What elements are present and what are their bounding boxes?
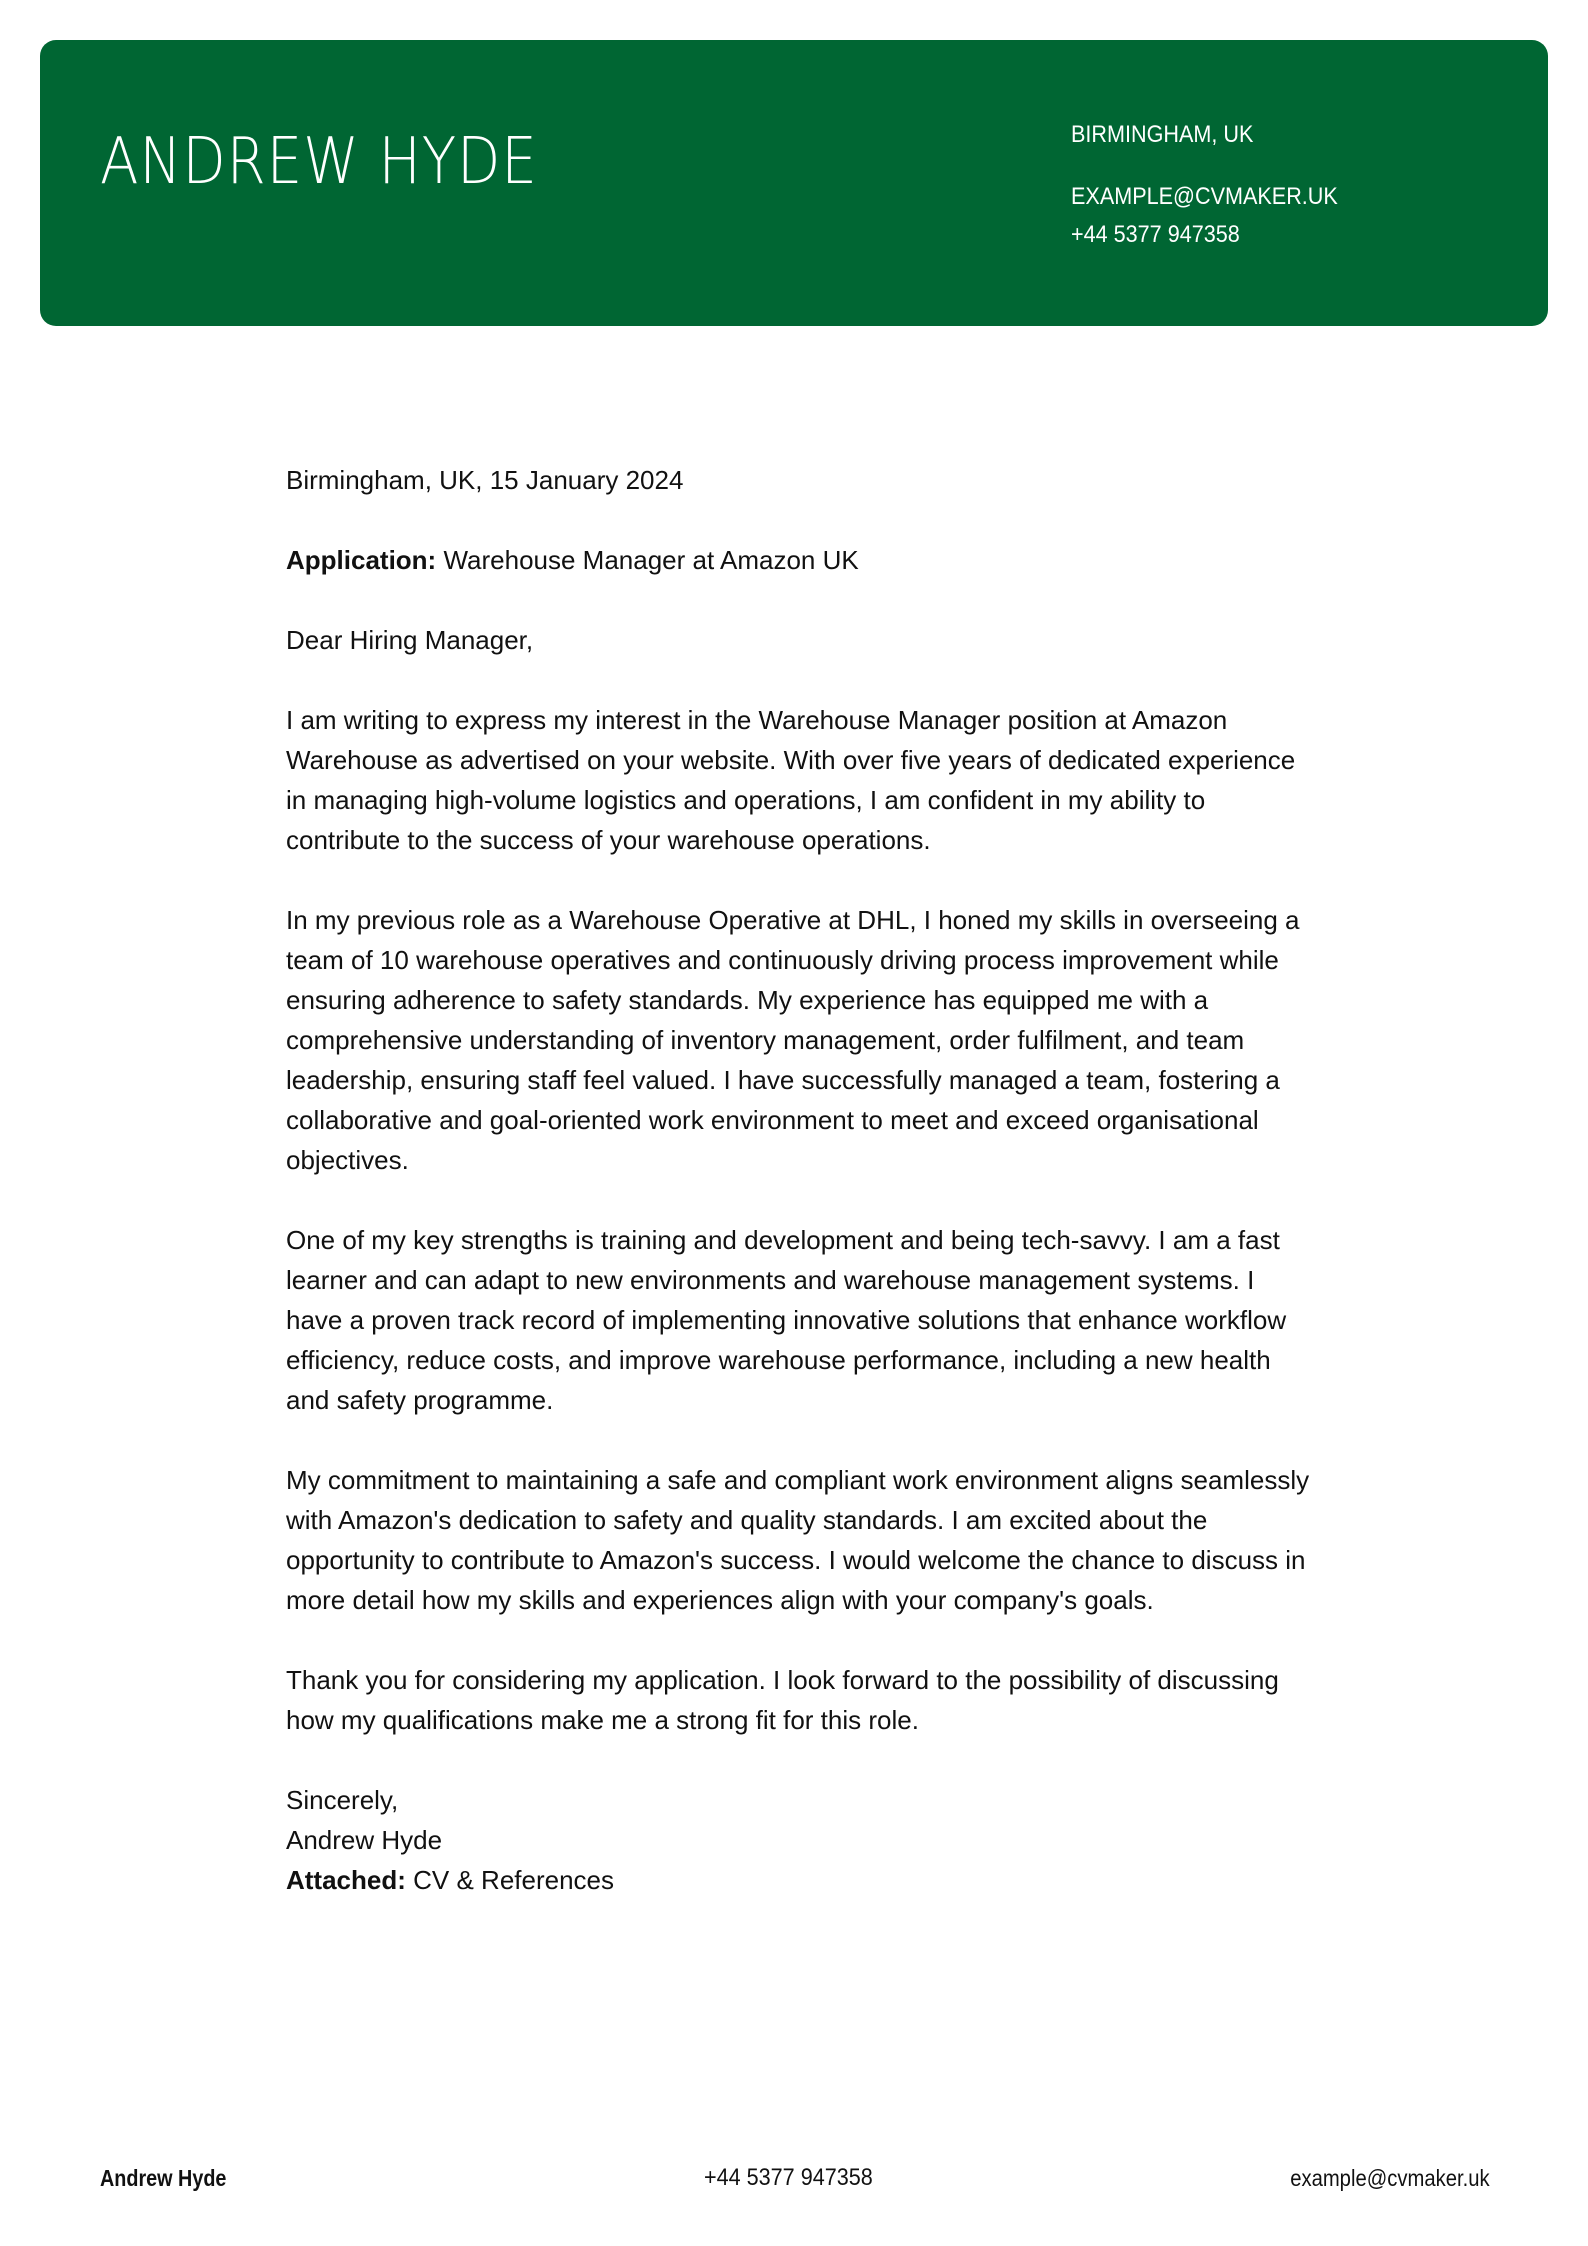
attached-line <box>286 1860 1316 1900</box>
letter-paragraph: Thank you for considering my application. I look forward to the possibility of discussing how my qualifications make me a strong fit for this role. <box>286 1665 1279 1735</box>
letter-paragraph: In my previous role as a Warehouse Operative at DHL, I honed my skills in overseeing a team of 10 warehouse operatives and continuously driving process improvement while ensuring adherence to safety standards. My experience has equipped me with a comprehensive understanding of inventory management, order fulfilment, and team leadership, ensuring staff feel valued. I have successfully managed a team, fostering a collaborative and goal-oriented work environment to meet and exceed organisational objectives. <box>286 905 1300 1175</box>
header-location: BIRMINGHAM, UK <box>1071 121 1254 148</box>
application-label: Application: <box>286 545 437 575</box>
letter-paragraph: I am writing to express my interest in the Warehouse Manager position at Amazon Warehouse as advertised on your website. With over five years of dedicated experience in managing high-volume logistics and operations, I am confident in my ability to contribute to the success of your warehouse operations. <box>286 705 1296 855</box>
letter-body <box>286 460 1316 1900</box>
application-value: Warehouse Manager at Amazon UK <box>443 545 859 575</box>
candidate-name: ANDREW HYDE <box>100 125 538 199</box>
attached-value: CV & References <box>413 1865 615 1895</box>
footer-email[interactable]: example@cvmaker.uk <box>1290 2165 1490 2191</box>
header-contact-block <box>1071 116 1338 254</box>
letter-paragraph: My commitment to maintaining a safe and compliant work environment aligns seamlessly with Amazon's dedication to safety and quality standards. I am excited about the opportunity to contribute to Amazon's success. I would welcome the chance to discuss in more detail how my skills and experiences align with your company's goals. <box>286 1465 1310 1615</box>
attached-label: Attached: <box>286 1865 406 1895</box>
letter-paragraph: One of my key strengths is training and development and being tech-savvy. I am a fast learner and can adapt to new environments and warehouse management systems. I have a proven track record of implementing innovative solutions that enhance workflow efficiency, reduce costs, and improve warehouse performance, including a new health and safety programme. <box>286 1225 1287 1415</box>
footer-phone[interactable]: +44 5377 947358 <box>704 2164 873 2191</box>
page-footer <box>100 2158 1490 2198</box>
signature-name: Andrew Hyde <box>286 1825 443 1855</box>
place-date: Birmingham, UK, 15 January 2024 <box>286 465 684 495</box>
header-phone[interactable]: +44 5377 947358 <box>1071 221 1240 248</box>
salutation: Dear Hiring Manager, <box>286 625 534 655</box>
header-email[interactable]: EXAMPLE@CVMAKER.UK <box>1071 183 1338 210</box>
header-banner <box>40 40 1548 326</box>
footer-name: Andrew Hyde <box>100 2165 227 2191</box>
closing-block <box>286 1780 1316 1900</box>
application-line <box>286 540 1316 580</box>
closing: Sincerely, <box>286 1785 399 1815</box>
